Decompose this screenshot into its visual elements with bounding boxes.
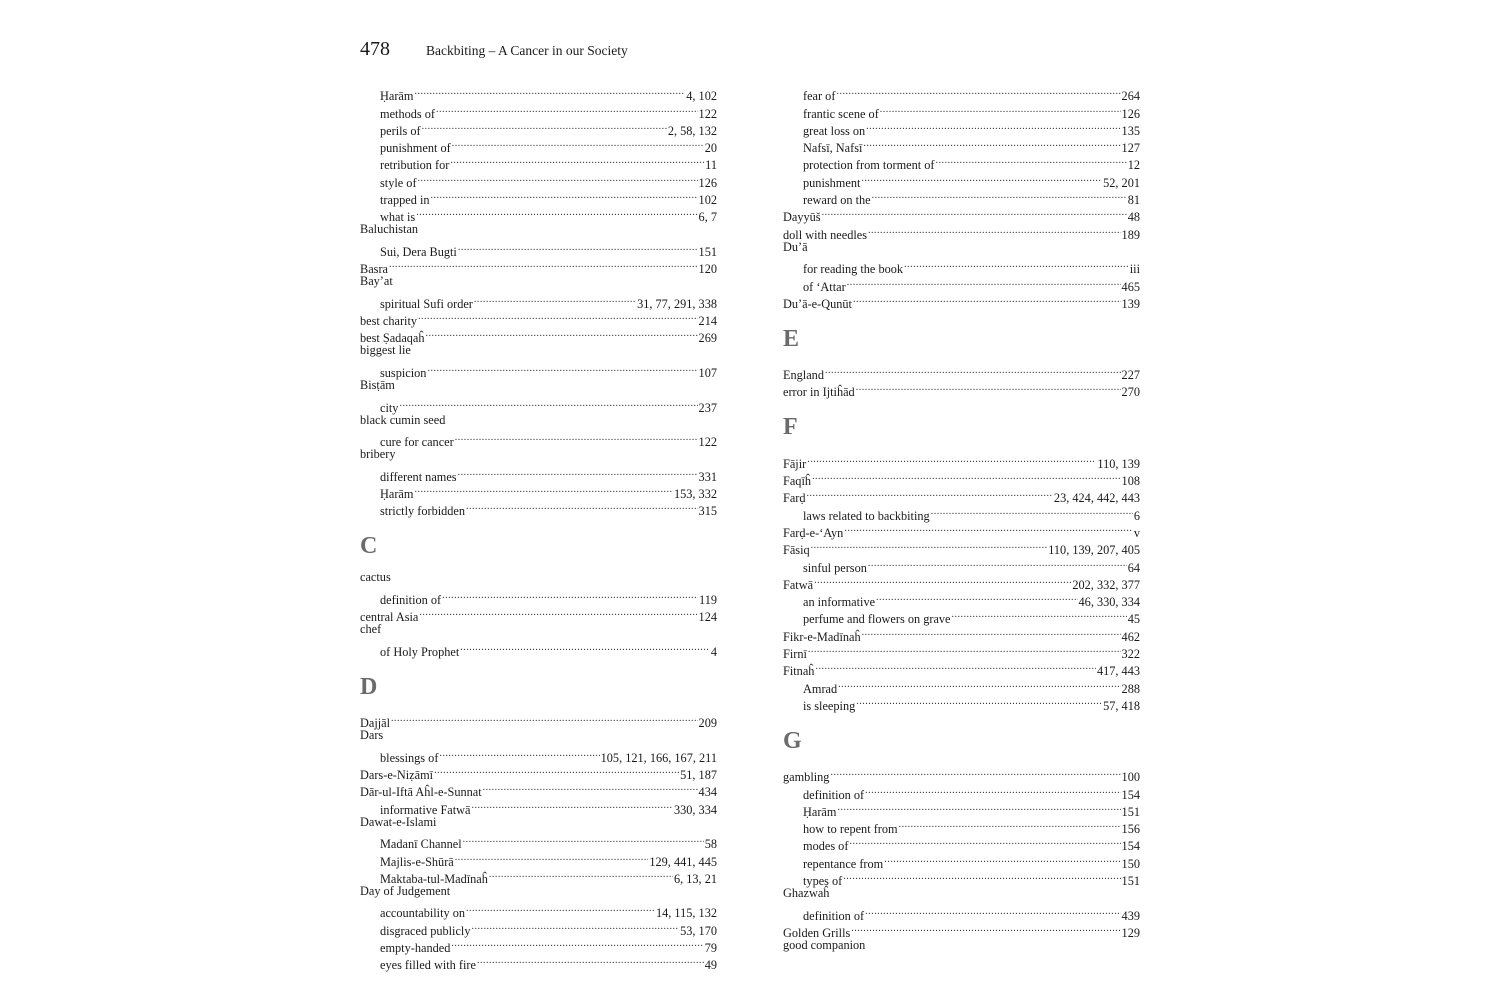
dot-leader	[863, 135, 1120, 152]
entry-page-numbers: 214	[698, 314, 717, 329]
entry-page-numbers: 119	[699, 593, 717, 608]
index-subentry	[783, 554, 1140, 575]
index-entry	[783, 764, 1140, 785]
entry-page-numbers: 64	[1127, 560, 1140, 575]
entry-term: laws related to backbiting	[803, 508, 930, 523]
entry-page-numbers: 127	[1121, 141, 1140, 156]
index-entry	[783, 221, 1140, 242]
entry-term: Dawat-e-Islami	[360, 814, 437, 829]
entry-term: Ḥarām	[803, 804, 837, 819]
index-subentry	[360, 394, 717, 415]
entry-term: Fatwā	[783, 577, 814, 592]
index-subentry	[783, 256, 1140, 277]
index-entry	[783, 658, 1140, 679]
entry-term: Du’ā	[783, 239, 808, 254]
index-entry	[783, 450, 1140, 471]
entry-term: informative Fatwā	[380, 802, 471, 817]
dot-leader	[825, 362, 1121, 379]
entry-term: what is	[380, 210, 416, 225]
entry-term: Fāsiq	[783, 543, 810, 558]
section-heading-f: F	[783, 414, 798, 441]
entry-page-numbers: 434	[698, 785, 717, 800]
dot-leader	[807, 485, 1053, 502]
entry-term: Ghazwaĥ	[783, 885, 830, 900]
dot-leader	[837, 799, 1120, 816]
entry-term: is sleeping	[803, 698, 856, 713]
entry-term: Dajjāl	[360, 716, 391, 731]
index-subentry	[360, 639, 717, 659]
entry-term: for reading the book	[803, 262, 904, 277]
index-subentry	[360, 429, 717, 450]
entry-page-numbers: 270	[1121, 385, 1140, 400]
entry-list-b-continued	[360, 83, 717, 519]
dot-leader	[865, 902, 1120, 919]
entry-page-numbers: 53, 170	[680, 923, 717, 938]
index-subentry	[360, 481, 717, 502]
dot-leader	[391, 710, 698, 727]
entry-term: of ‘Attar	[803, 279, 846, 294]
entry-page-numbers: 49	[704, 958, 717, 973]
dot-leader	[811, 537, 1048, 554]
dot-leader	[868, 554, 1127, 571]
entry-term: best Ṣadaqaĥ	[360, 331, 425, 346]
index-column-left	[360, 83, 717, 973]
entry-page-numbers: 6, 13, 21	[673, 871, 717, 886]
entry-page-numbers: 264	[1121, 89, 1140, 104]
entry-term: Golden Grills	[783, 925, 851, 940]
section-heading-c: C	[360, 533, 378, 560]
dot-leader	[426, 325, 698, 342]
entry-term: frantic scene of	[803, 106, 879, 121]
entry-page-numbers: 14, 115, 132	[655, 906, 717, 921]
dot-leader	[807, 450, 1096, 467]
index-subentry	[360, 100, 717, 121]
dot-leader	[472, 796, 673, 813]
entry-term: Farḍ	[783, 491, 806, 506]
entry-term: blessings of	[380, 750, 439, 765]
index-subentry	[360, 900, 717, 921]
entry-page-numbers: 135	[1121, 123, 1140, 138]
entry-term: Bay’at	[360, 274, 393, 289]
entry-term: repentance from	[803, 856, 884, 871]
entry-term: Sui, Dera Bugti	[380, 244, 457, 259]
dot-leader	[463, 831, 704, 848]
section-heading-e: E	[783, 325, 800, 352]
entry-page-numbers: 51, 187	[680, 768, 717, 783]
entry-term: style of	[380, 175, 417, 190]
dot-leader	[466, 498, 698, 515]
entry-term: gambling	[783, 770, 830, 785]
index-entry	[783, 204, 1140, 225]
entry-term: Fikr-e-Madīnaĥ	[783, 629, 861, 644]
entry-term: Basra	[360, 262, 388, 277]
entry-term: how to repent from	[803, 822, 898, 837]
entry-term: cactus	[360, 570, 391, 585]
entry-term: Dars	[360, 728, 384, 743]
entry-term: bribery	[360, 447, 396, 462]
entry-term: definition of	[803, 787, 865, 802]
entry-page-numbers: 153, 332	[673, 487, 717, 502]
entry-page-numbers: 2, 58, 132	[667, 123, 717, 138]
dot-leader	[812, 468, 1121, 485]
dot-leader	[836, 83, 1120, 100]
entry-term: accountability on	[380, 906, 466, 921]
entry-page-numbers: 462	[1121, 629, 1140, 644]
entry-term: Fitnaĥ	[783, 664, 815, 679]
index-subentry	[783, 83, 1140, 104]
entry-term: Madanī Channel	[380, 837, 462, 852]
index-subentry	[783, 816, 1140, 837]
entry-page-numbers: 110, 139	[1097, 456, 1140, 471]
entry-page-numbers: 330, 334	[673, 802, 717, 817]
entry-term: protection from torment of	[803, 158, 935, 173]
dot-leader	[935, 152, 1126, 169]
entry-page-numbers: 6, 7	[698, 210, 717, 225]
entry-term: England	[783, 368, 824, 383]
entry-term: city	[380, 400, 399, 415]
entry-term: doll with needles	[783, 227, 868, 242]
index-entry	[360, 883, 717, 900]
entry-page-numbers: 57, 418	[1103, 698, 1140, 713]
section-heading-g: G	[783, 727, 802, 754]
entry-page-numbers: 31, 77, 291, 338	[637, 296, 717, 311]
index-subentry	[360, 83, 717, 104]
dot-leader	[830, 764, 1120, 781]
dot-leader	[489, 866, 673, 883]
dot-leader	[414, 481, 672, 498]
dot-leader	[455, 429, 698, 446]
running-head	[360, 38, 628, 61]
entry-term: Faqīĥ	[783, 474, 812, 489]
dot-leader	[849, 833, 1120, 850]
entry-page-numbers: 4	[710, 644, 717, 659]
index-entry	[783, 937, 1140, 954]
index-subentry	[360, 587, 717, 608]
dot-leader	[439, 745, 599, 762]
entry-page-numbers: 322	[1121, 647, 1140, 662]
dot-leader	[844, 520, 1133, 537]
entry-term: different names	[380, 469, 457, 484]
dot-leader	[460, 639, 710, 656]
entry-term: Day of Judgement	[360, 883, 451, 898]
entry-page-numbers: 102	[698, 193, 717, 208]
entry-term: retribution for	[380, 158, 450, 173]
entry-term: empty-handed	[380, 941, 451, 956]
entry-term: Dayyūš	[783, 210, 821, 225]
index-entry	[783, 468, 1140, 489]
dot-leader	[474, 291, 636, 308]
index-subentry	[783, 100, 1140, 121]
entry-page-numbers: 129	[1121, 925, 1140, 940]
entry-page-numbers: 202, 332, 377	[1072, 577, 1140, 592]
entry-term: perils of	[380, 123, 421, 138]
entry-page-numbers: 439	[1121, 908, 1140, 923]
dot-leader	[458, 239, 698, 256]
dot-leader	[851, 920, 1120, 937]
entry-term: chef	[360, 622, 382, 637]
entry-page-numbers: 417, 443	[1096, 664, 1140, 679]
index-entry	[783, 379, 1140, 400]
entry-term: biggest lie	[360, 343, 411, 358]
entry-page-numbers: 315	[698, 504, 717, 519]
entry-page-numbers: 120	[698, 262, 717, 277]
dot-leader	[458, 464, 698, 481]
dot-leader	[455, 848, 649, 865]
entry-list-d-continued	[783, 83, 1140, 311]
entry-list-d	[360, 710, 717, 973]
index-entry	[360, 412, 717, 429]
index-entry	[360, 273, 717, 290]
entry-term: Ḥarām	[380, 487, 414, 502]
entry-term: methods of	[380, 106, 435, 121]
entry-page-numbers: 139	[1121, 296, 1140, 311]
index-subentry	[360, 239, 717, 259]
entry-term: trapped in	[380, 193, 430, 208]
dot-leader	[862, 623, 1121, 640]
entry-page-numbers: 126	[698, 175, 717, 190]
entry-term: of Holy Prophet	[380, 644, 460, 659]
dot-leader	[856, 693, 1102, 710]
dot-leader	[389, 256, 698, 273]
index-entry	[360, 727, 717, 744]
entry-term: Amrad	[803, 681, 838, 696]
entry-term: disgraced publicly	[380, 923, 471, 938]
entry-term: great loss on	[803, 123, 866, 138]
index-entry	[360, 710, 717, 731]
entry-term: perfume and flowers on grave	[803, 612, 951, 627]
dot-leader	[451, 935, 703, 952]
index-subentry	[783, 902, 1140, 923]
dot-leader	[436, 100, 698, 117]
entry-term: Baluchistan	[360, 222, 419, 237]
entry-term: cure for cancer	[380, 435, 454, 450]
entry-page-numbers: 48	[1127, 210, 1140, 225]
index-subentry	[783, 675, 1140, 696]
index-entry	[783, 572, 1140, 592]
entry-page-numbers: 20	[704, 141, 717, 156]
dot-leader	[450, 152, 704, 169]
index-subentry	[360, 498, 717, 519]
entry-page-numbers: 209	[698, 716, 717, 731]
dot-leader	[899, 816, 1121, 833]
entry-page-numbers: 288	[1121, 681, 1140, 696]
entry-page-numbers: 154	[1121, 839, 1140, 854]
entry-page-numbers: 110, 139, 207, 405	[1048, 543, 1140, 558]
entry-term: Nafsī, Nafsī	[803, 141, 863, 156]
book-title: Backbiting – A Cancer in our Society	[426, 43, 628, 58]
index-subentry	[360, 291, 717, 311]
entry-page-numbers: 269	[698, 331, 717, 346]
dot-leader	[419, 604, 697, 621]
entry-term: punishment of	[380, 141, 451, 156]
dot-leader	[466, 900, 655, 917]
entry-term: good companion	[783, 937, 866, 952]
dot-leader	[838, 675, 1120, 692]
dot-leader	[931, 502, 1133, 519]
dot-leader	[876, 589, 1077, 606]
entry-list-f	[783, 450, 1140, 713]
dot-leader	[483, 779, 698, 796]
entry-page-numbers: 122	[698, 106, 717, 121]
dot-leader	[884, 850, 1120, 867]
dot-leader	[872, 187, 1127, 204]
index-subentry	[783, 781, 1140, 802]
dot-leader	[414, 83, 685, 100]
entry-page-numbers: 107	[698, 366, 717, 381]
entry-page-numbers: iii	[1129, 262, 1140, 277]
index-subentry	[360, 745, 717, 765]
entry-term: Firnī	[783, 647, 807, 662]
dot-leader	[952, 606, 1127, 623]
entry-term: sinful person	[803, 560, 867, 575]
entry-page-numbers: 154	[1121, 787, 1140, 802]
entry-term: Bisṭām	[360, 378, 395, 393]
entry-term: reward on the	[803, 193, 871, 208]
index-entry	[360, 221, 717, 238]
entry-term: punishment	[803, 175, 861, 190]
dot-leader	[843, 868, 1120, 885]
entry-term: best charity	[360, 314, 418, 329]
entry-term: error in Ijtiĥād	[783, 385, 855, 400]
index-entry	[783, 537, 1140, 558]
dot-leader	[418, 308, 698, 325]
entry-term: an informative	[803, 595, 876, 610]
entry-page-numbers: 150	[1121, 856, 1140, 871]
index-column-right	[783, 83, 1140, 954]
index-entry	[360, 569, 717, 586]
dot-leader	[399, 394, 697, 411]
entry-term: eyes filled with fire	[380, 958, 476, 973]
entry-page-numbers: 189	[1121, 227, 1140, 242]
entry-term: Ḥarām	[380, 89, 414, 104]
entry-page-numbers: 237	[698, 400, 717, 415]
entry-page-numbers: 151	[698, 244, 717, 259]
dot-leader	[416, 204, 697, 221]
dot-leader	[808, 641, 1121, 658]
entry-term: modes of	[803, 839, 849, 854]
dot-leader	[853, 291, 1121, 308]
section-heading-d: D	[360, 673, 378, 700]
index-entry	[783, 362, 1140, 383]
dot-leader	[880, 100, 1121, 117]
dot-leader	[418, 169, 698, 186]
page-number: 478	[360, 38, 390, 60]
dot-leader	[861, 169, 1102, 186]
index-entry	[783, 485, 1140, 506]
entry-page-numbers: 227	[1121, 368, 1140, 383]
entry-list-g	[783, 764, 1140, 954]
entry-page-numbers: 108	[1121, 474, 1140, 489]
dot-leader	[442, 587, 698, 604]
entry-page-numbers: 126	[1121, 106, 1140, 121]
entry-page-numbers: 156	[1121, 822, 1140, 837]
dot-leader	[427, 360, 697, 377]
entry-page-numbers: 58	[704, 837, 717, 852]
dot-leader	[822, 204, 1127, 221]
entry-term: spiritual Sufi order	[380, 296, 473, 311]
dot-leader	[452, 135, 704, 152]
entry-page-numbers: 331	[698, 469, 717, 484]
entry-page-numbers: 151	[1121, 873, 1140, 888]
entry-page-numbers: 4, 102	[686, 89, 717, 104]
entry-page-numbers: 45	[1127, 612, 1140, 627]
entry-page-numbers: 79	[704, 941, 717, 956]
dot-leader	[434, 762, 679, 779]
entry-term: Dār-ul-Iftā Aĥl-e-Sunnat	[360, 785, 482, 800]
entry-term: Dars-e-Niẓāmī	[360, 768, 434, 783]
entry-page-numbers: 12	[1127, 158, 1140, 173]
entry-page-numbers: 6	[1133, 508, 1140, 523]
entry-term: Majlis-e-Shūrā	[380, 854, 454, 869]
entry-page-numbers: 23, 424, 442, 443	[1053, 491, 1140, 506]
entry-term: Fājir	[783, 456, 807, 471]
dot-leader	[904, 256, 1129, 273]
dot-leader	[856, 379, 1121, 396]
index-entry	[360, 814, 717, 831]
index-entry	[783, 641, 1140, 662]
entry-term: definition of	[803, 908, 865, 923]
entry-term: central Asia	[360, 610, 419, 625]
entry-term: Farḍ-e-‘Ayn	[783, 525, 844, 540]
index-subentry	[783, 799, 1140, 819]
entry-term: black cumin seed	[360, 412, 446, 427]
entry-page-numbers: v	[1133, 525, 1140, 540]
index-subentry	[360, 360, 717, 381]
index-subentry	[783, 502, 1140, 523]
dot-leader	[847, 273, 1121, 290]
entry-page-numbers: 52, 201	[1103, 175, 1140, 190]
entry-term: types of	[803, 873, 843, 888]
entry-page-numbers: 81	[1127, 193, 1140, 208]
dot-leader	[866, 118, 1120, 135]
entry-page-numbers: 122	[698, 435, 717, 450]
entry-page-numbers: 46, 330, 334	[1078, 595, 1140, 610]
dot-leader	[868, 221, 1121, 238]
dot-leader	[472, 917, 680, 934]
entry-term: Du’ā-e-Qunūt	[783, 296, 852, 311]
index-entry	[360, 256, 717, 277]
index-subentry	[360, 831, 717, 852]
entry-term: suspicion	[380, 366, 427, 381]
entry-page-numbers: 129, 441, 445	[649, 854, 717, 869]
dot-leader	[814, 572, 1071, 589]
entry-page-numbers: 124	[698, 610, 717, 625]
index-subentry	[360, 464, 717, 484]
dot-leader	[815, 658, 1096, 675]
dot-leader	[422, 118, 667, 135]
entry-term: Maktaba-tul-Madīnaĥ	[380, 871, 488, 886]
dot-leader	[865, 781, 1120, 798]
entry-page-numbers: 465	[1121, 279, 1140, 294]
entry-page-numbers: 105, 121, 166, 167, 211	[600, 750, 717, 765]
entry-term: fear of	[803, 89, 836, 104]
entry-term: strictly forbidden	[380, 504, 466, 519]
entry-page-numbers: 100	[1121, 770, 1140, 785]
entry-term: definition of	[380, 593, 442, 608]
dot-leader	[477, 952, 704, 969]
entry-list-e	[783, 362, 1140, 400]
entry-list-c	[360, 569, 717, 659]
dot-leader	[431, 187, 698, 204]
entry-page-numbers: 11	[705, 158, 717, 173]
entry-page-numbers: 151	[1121, 804, 1140, 819]
